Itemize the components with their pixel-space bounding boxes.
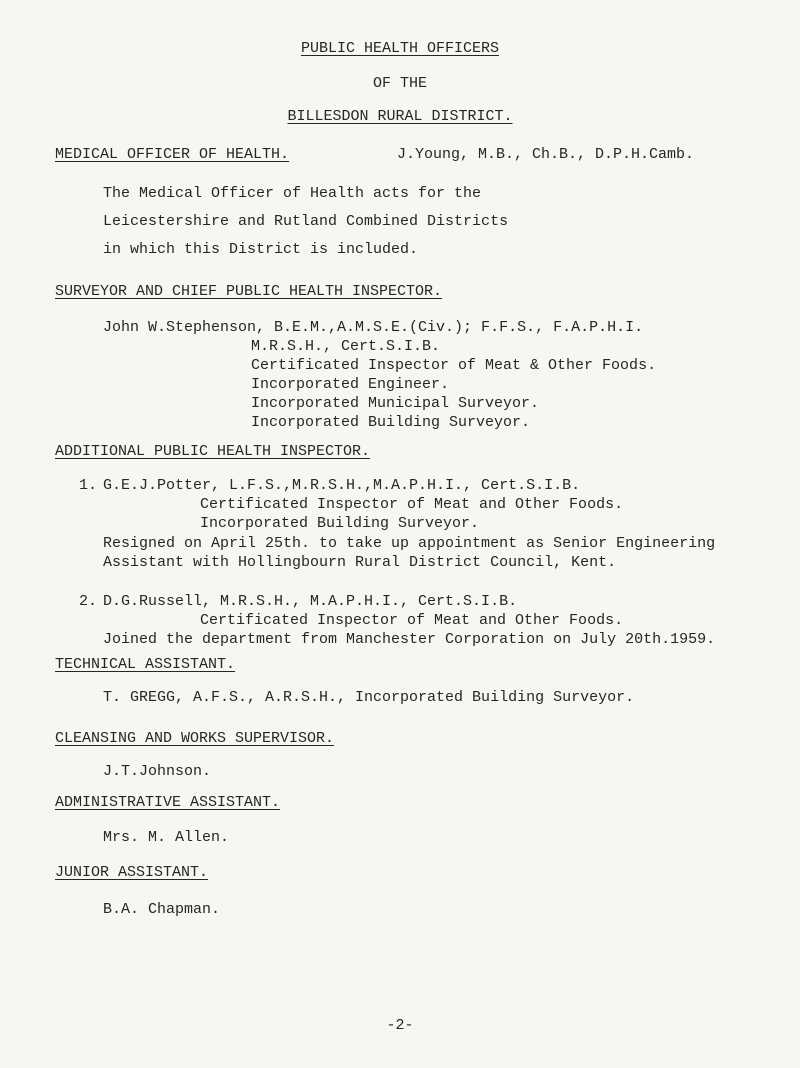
administrative-assistant-heading: ADMINISTRATIVE ASSISTANT. — [55, 794, 281, 811]
doc-title: PUBLIC HEALTH OFFICERS — [300, 40, 500, 57]
entry-1-line-4: Resigned on April 25th. to take up appointment as Senior Engineering — [103, 535, 716, 552]
surveyor-line-2: M.R.S.H., Cert.S.I.B. — [251, 338, 441, 355]
medical-officer-heading: MEDICAL OFFICER OF HEALTH. — [55, 146, 290, 163]
entry-2-number: 2. — [79, 593, 98, 610]
junior-assistant-name: B.A. Chapman. — [103, 901, 221, 918]
medical-officer-name: J.Young, M.B., Ch.B., D.P.H.Camb. — [397, 146, 695, 163]
entry-2-line-2: Certificated Inspector of Meat and Other Foods. — [200, 612, 624, 629]
junior-assistant-heading: JUNIOR ASSISTANT. — [55, 864, 209, 881]
medical-officer-note-2: Leicestershire and Rutland Combined Districts — [103, 213, 509, 230]
entry-1-line-2: Certificated Inspector of Meat and Other Foods. — [200, 496, 624, 513]
surveyor-line-1: John W.Stephenson, B.E.M.,A.M.S.E.(Civ.); F.F.S., F.A.P.H.I. — [103, 319, 644, 336]
entry-1-name: G.E.J.Potter, L.F.S.,M.R.S.H.,M.A.P.H.I., Cert.S.I.B. — [103, 477, 581, 494]
doc-subtitle: OF THE — [372, 75, 427, 92]
administrative-assistant-name: Mrs. M. Allen. — [103, 829, 230, 846]
entry-2-name: D.G.Russell, M.R.S.H., M.A.P.H.I., Cert.S.I.B. — [103, 593, 518, 610]
surveyor-heading: SURVEYOR AND CHIEF PUBLIC HEALTH INSPECTOR. — [55, 283, 443, 300]
medical-officer-note-3: in which this District is included. — [103, 241, 419, 258]
technical-assistant-name: T. GREGG, A.F.S., A.R.S.H., Incorporated Building Surveyor. — [103, 689, 635, 706]
page-number: -2- — [386, 1017, 414, 1034]
surveyor-line-6: Incorporated Building Surveyor. — [251, 414, 531, 431]
surveyor-line-4: Incorporated Engineer. — [251, 376, 450, 393]
cleansing-supervisor-heading: CLEANSING AND WORKS SUPERVISOR. — [55, 730, 335, 747]
additional-inspector-heading: ADDITIONAL PUBLIC HEALTH INSPECTOR. — [55, 443, 371, 460]
entry-1-line-3: Incorporated Building Surveyor. — [200, 515, 480, 532]
technical-assistant-heading: TECHNICAL ASSISTANT. — [55, 656, 236, 673]
entry-1-line-5: Assistant with Hollingbourn Rural District Council, Kent. — [103, 554, 617, 571]
surveyor-line-3: Certificated Inspector of Meat & Other Foods. — [251, 357, 657, 374]
medical-officer-note-1: The Medical Officer of Health acts for the — [103, 185, 482, 202]
surveyor-line-5: Incorporated Municipal Surveyor. — [251, 395, 540, 412]
cleansing-supervisor-name: J.T.Johnson. — [103, 763, 212, 780]
entry-1-number: 1. — [79, 477, 98, 494]
entry-2-line-3: Joined the department from Manchester Corporation on July 20th.1959. — [103, 631, 716, 648]
district-title: BILLESDON RURAL DISTRICT. — [287, 108, 513, 125]
